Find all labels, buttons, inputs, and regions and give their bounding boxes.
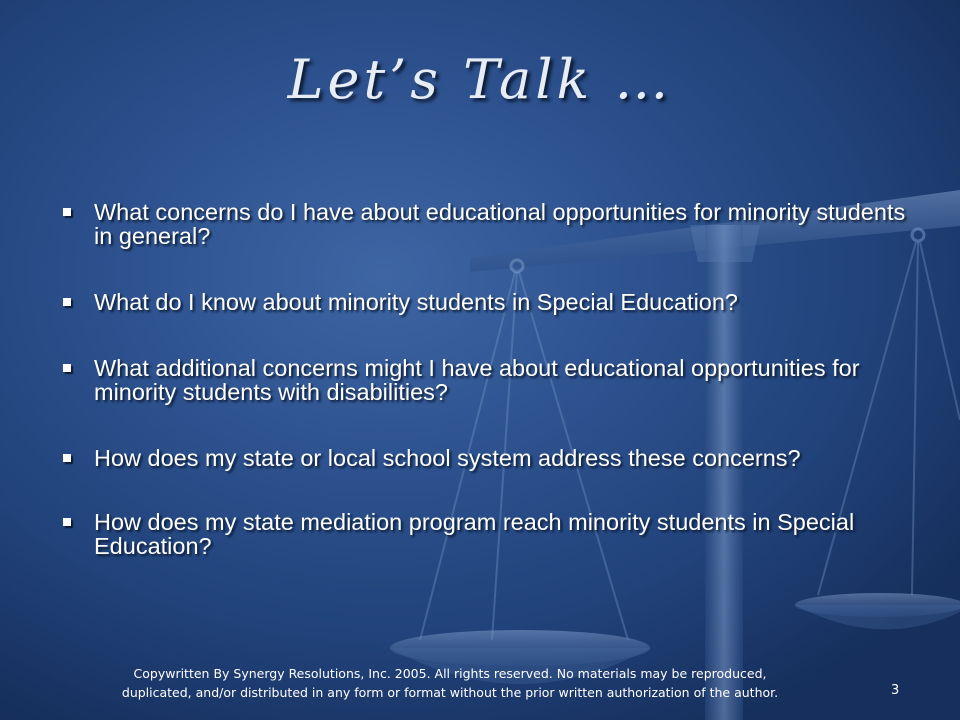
bullet-text: What do I know about minority students in Special Education? xyxy=(94,289,739,315)
bullet-square-icon xyxy=(63,454,71,462)
bullet-text: How does my state or local school system address these concerns? xyxy=(94,445,801,471)
copyright-line-2: duplicated, and/or distributed in any form or format without the prior written authorization of the author. xyxy=(121,685,779,700)
bullet-square-icon xyxy=(63,208,71,216)
bullet-list xyxy=(60,200,910,558)
bullet-item xyxy=(60,290,910,314)
bullet-item xyxy=(60,200,910,248)
page-number: 3 xyxy=(891,683,900,698)
bullet-item xyxy=(60,446,910,470)
copyright-footer xyxy=(60,664,840,702)
bullet-square-icon xyxy=(63,298,71,306)
bullet-square-icon xyxy=(63,364,71,372)
bullet-item xyxy=(60,510,910,558)
bullet-item xyxy=(60,356,910,404)
bullet-square-icon xyxy=(63,518,71,526)
bullet-text: What additional concerns might I have about educational opportunities for minority students with disabilities? xyxy=(94,355,860,405)
slide-title: Let’s Talk … xyxy=(287,48,673,111)
bullet-text: What concerns do I have about educational opportunities for minority students in general? xyxy=(94,199,906,249)
copyright-line-1: Copywritten By Synergy Resolutions, Inc. 2005. All rights reserved. No materials may be reproduced, xyxy=(133,666,767,681)
bullet-text: How does my state mediation program reach minority students in Special Education? xyxy=(94,509,855,559)
